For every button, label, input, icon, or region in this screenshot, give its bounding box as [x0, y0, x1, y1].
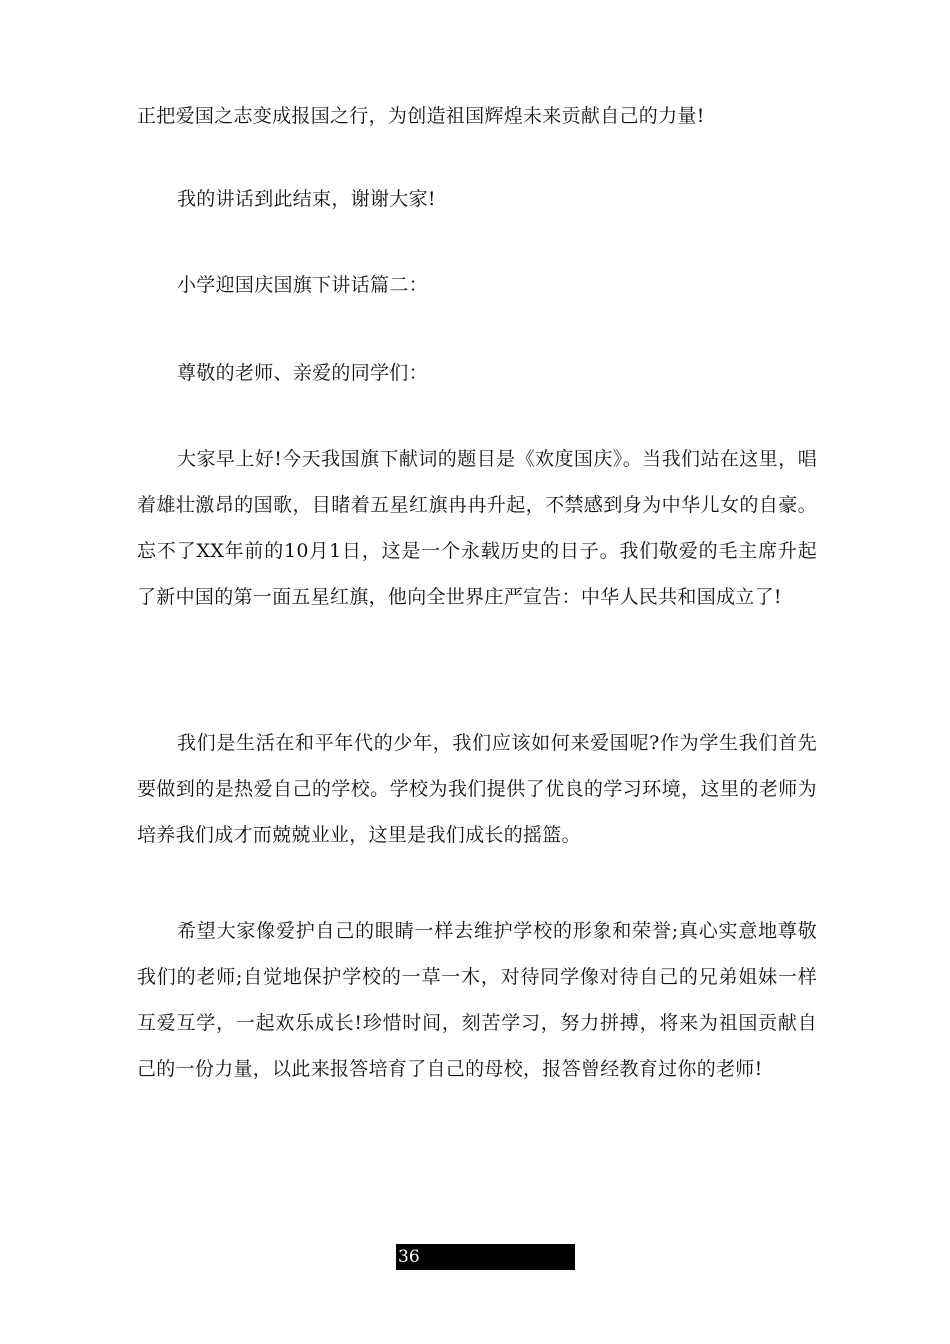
paragraph-greeting [137, 436, 817, 620]
paragraph-closing-line [137, 93, 817, 139]
paragraph-end-of-speech [137, 176, 817, 222]
paragraph-text: 我们是生活在和平年代的少年，我们应该如何来爱国呢?作为学生我们首先要做到的是热爱自己的学校。学校为我们提供了优良的学习环境，这里的老师为培养我们成才而兢兢业业，这里是我们成长的摇篮。 [137, 732, 817, 846]
page-number: 36 [398, 1247, 420, 1267]
paragraph-text: 我的讲话到此结束，谢谢大家! [177, 188, 436, 210]
page-footer-bar [396, 1244, 575, 1270]
section-heading [137, 262, 817, 308]
paragraph-salutation [137, 350, 817, 396]
paragraph-text: 希望大家像爱护自己的眼睛一样去维护学校的形象和荣誉;真心实意地尊敬我们的老师;自觉地保护学校的一草一木，对待同学像对待自己的兄弟姐妹一样互爱互学，一起欢乐成长!珍惜时间，刻苦学习，努力拼搏，将来为祖国贡献自己的一份力量，以此来报答培育了自己的母校，报答曾经教育过你的老师! [137, 920, 817, 1080]
paragraph-hope [137, 908, 817, 1092]
paragraph-love-school [137, 720, 817, 858]
heading-text: 小学迎国庆国旗下讲话篇二： [177, 274, 428, 296]
paragraph-text: 大家早上好!今天我国旗下献词的题目是《欢度国庆》。当我们站在这里，唱着雄壮激昂的国歌，目睹着五星红旗冉冉升起，不禁感到身为中华儿女的自豪。忘不了XX年前的10月1日，这是一个永载历史的日子。我们敬爱的毛主席升起了新中国的第一面五星红旗，他向全世界庄严宣告：中华人民共和国成立了! [137, 448, 817, 608]
paragraph-text: 正把爱国之志变成报国之行，为创造祖国辉煌未来贡献自己的力量! [137, 105, 705, 127]
paragraph-text: 尊敬的老师、亲爱的同学们： [177, 362, 428, 384]
